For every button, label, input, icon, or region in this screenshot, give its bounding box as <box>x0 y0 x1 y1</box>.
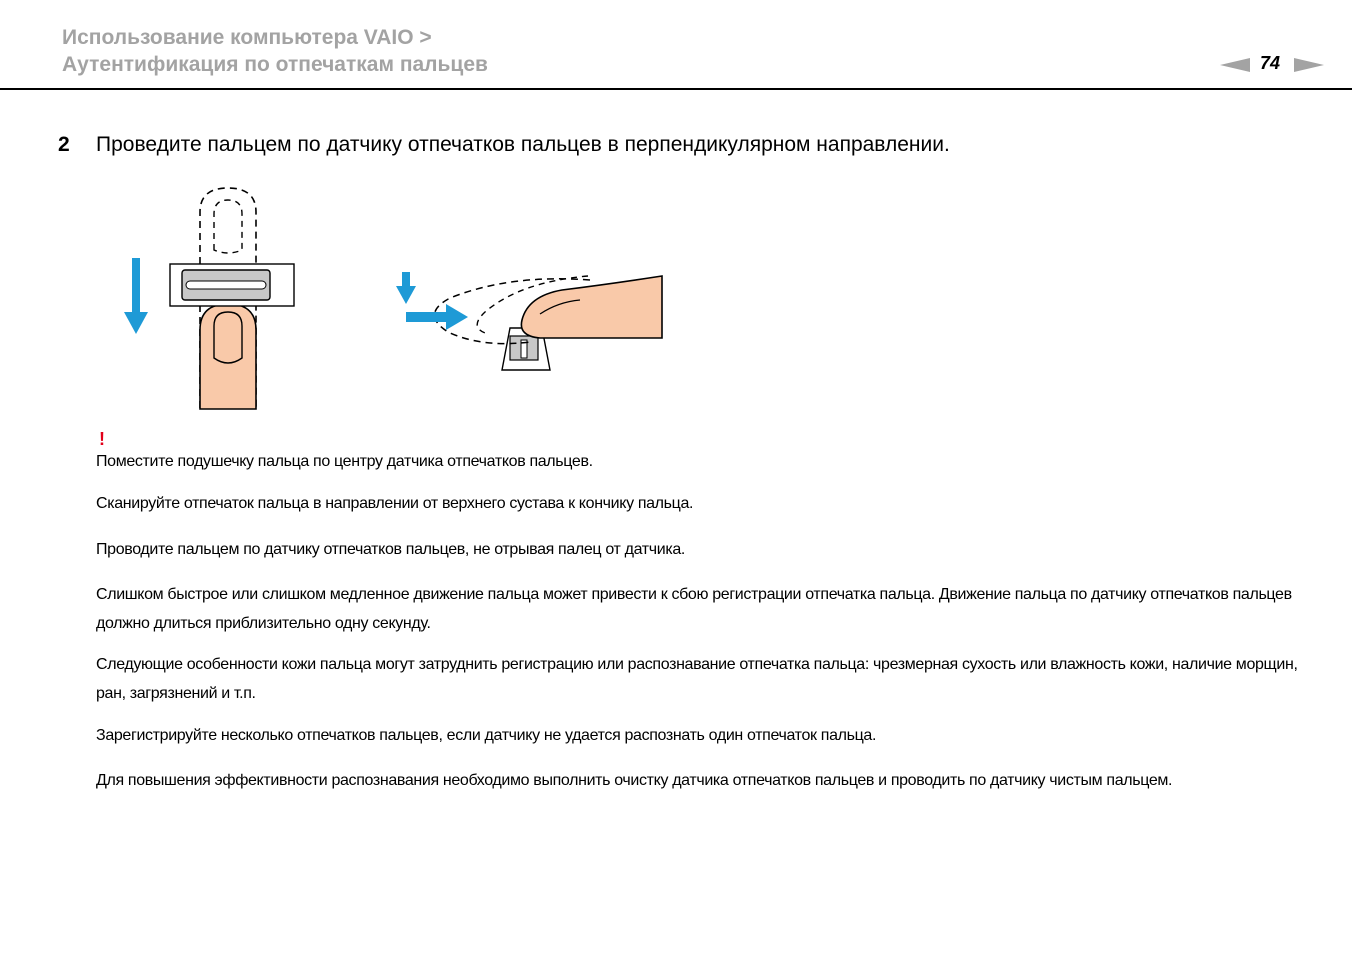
breadcrumb-line-1[interactable]: Использование компьютера VAIO > <box>62 26 432 49</box>
fingerprint-sensor-icon <box>170 264 294 306</box>
note-swipe-speed: Слишком быстрое или слишком медленное движение пальца может привести к сбою регистрации отпечатка пальца. Движение пальца по датчику отпечатков пальцев должно длиться приблизительно одну секунду. <box>96 586 1292 632</box>
warning-icon: ! <box>99 429 105 449</box>
note-clean-sensor: Для повышения эффективности распознавания необходимо выполнить очистку датчика отпечатков пальцев и проводить по датчику чистым пальцем. <box>96 772 1173 789</box>
note-skin-condition: Следующие особенности кожи пальца могут затруднить регистрацию или распознавание отпечатка пальца: чрезмерная сухость или влажность кожи, наличие морщин, ран, загрязнений и т.п. <box>96 656 1298 702</box>
note-scan-direction: Сканируйте отпечаток пальца в направлении от верхнего сустава к кончику пальца. <box>96 495 694 512</box>
note-register-multiple: Зарегистрируйте несколько отпечатков пальцев, если датчику не удается распознать один отпечаток пальца. <box>96 727 877 744</box>
finger-side-view-icon <box>434 276 662 344</box>
arrow-right-icon <box>396 272 468 330</box>
previous-page-arrow-icon[interactable] <box>1220 58 1250 72</box>
header-divider <box>0 88 1352 90</box>
arrow-down-icon <box>124 258 148 334</box>
step-instruction: Проведите пальцем по датчику отпечатков пальцев в перпендикулярном направлении. <box>96 133 950 156</box>
page-number: 74 <box>1260 53 1281 73</box>
step-number: 2 <box>58 133 70 156</box>
breadcrumb-line-2: Аутентификация по отпечаткам пальцев <box>62 53 488 76</box>
breadcrumb <box>62 24 488 78</box>
note-keep-contact: Проводите пальцем по датчику отпечатков пальцев, не отрывая палец от датчика. <box>96 541 685 558</box>
next-page-arrow-icon[interactable] <box>1294 58 1324 72</box>
note-center-finger: Поместите подушечку пальца по центру датчика отпечатков пальцев. <box>96 453 593 470</box>
fingerprint-swipe-illustration <box>110 182 670 414</box>
page-navigation <box>1216 52 1328 76</box>
